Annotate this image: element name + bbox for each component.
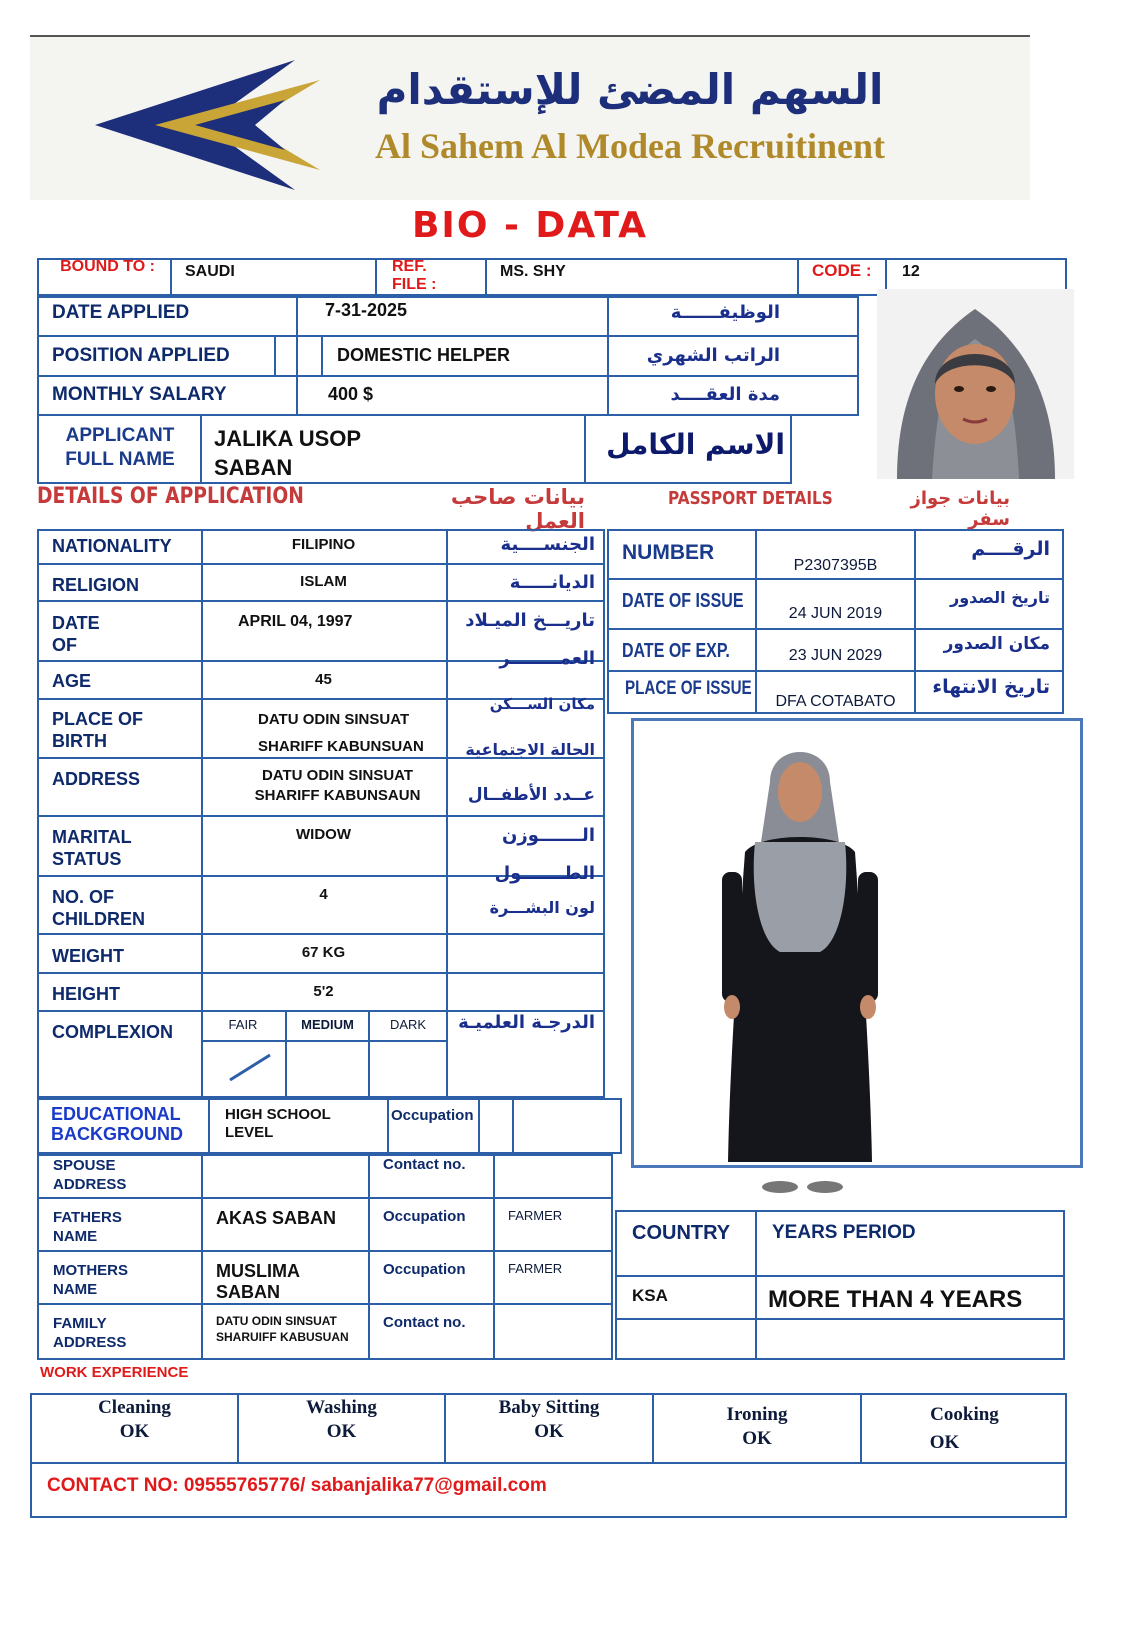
bound-to-label: BOUND TO : — [60, 258, 155, 275]
complexion-fair-label: FAIR — [228, 1017, 258, 1032]
company-name-english: Al Sahem Al Modea Recruitinent — [375, 126, 885, 166]
religion-label: RELIGION — [52, 575, 140, 595]
place-of-issue-value: DFA COTABATO — [775, 693, 896, 710]
complexion-arabic: الدرجـة العلميـة — [458, 1012, 595, 1033]
date-of-birth-label: DATE OF — [52, 613, 100, 655]
marital-status-label: MARITAL STATUS — [52, 827, 132, 869]
address-value: DATU ODIN SINSUAT SHARIFF KABUNSAUN — [254, 767, 421, 804]
place-of-issue-arabic: تاريخ الانتهاء — [932, 676, 1050, 698]
country-header: COUNTRY — [632, 1222, 731, 1244]
date-of-birth-value: APRIL 04, 1997 — [238, 613, 353, 630]
place-of-issue-label: PLACE OF ISSUE — [625, 678, 752, 699]
number-of-children-label: NO. OF CHILDREN — [52, 887, 145, 929]
fathers-occupation-label: Occupation — [383, 1208, 466, 1225]
code-label: CODE : — [812, 261, 872, 280]
fathers-occupation-value: FARMER — [508, 1208, 563, 1223]
education-occupation-label: Occupation — [391, 1107, 474, 1124]
number-of-children-value: 4 — [319, 886, 328, 903]
date-of-expiry-label: DATE OF EXP. — [622, 640, 730, 662]
experience-country-value: KSA — [632, 1286, 668, 1305]
bound-to-value: SAUDI — [185, 263, 235, 280]
date-of-issue-arabic: تاريخ الصدور — [950, 588, 1050, 607]
family-address-value: DATU ODIN SINSUAT SHARUIFF KABUSUAN — [216, 1314, 349, 1344]
age-arabic: العمــــــــر — [499, 648, 595, 669]
full-body-photo — [700, 722, 900, 1197]
position-applied-value: DOMESTIC HELPER — [337, 345, 511, 365]
headshot-photo — [877, 289, 1074, 479]
date-of-expiry-arabic: مكان الصدور — [943, 634, 1050, 654]
skill-baby-sitting-status: OK — [534, 1421, 564, 1442]
educational-background-label: EDUCATIONAL BACKGROUND — [51, 1104, 183, 1144]
skill-cleaning-name: Cleaning — [98, 1397, 171, 1418]
complexion-fair-check-mark — [225, 1050, 275, 1085]
ref-file-label: REF. FILE : — [392, 258, 437, 293]
mothers-name-value: MUSLIMA SABAN — [216, 1261, 300, 1302]
position-applied-label: POSITION APPLIED — [52, 345, 230, 366]
skill-cooking-name: Cooking — [930, 1404, 999, 1425]
date-of-birth-arabic: تاريـــخ الميـلاد — [465, 610, 595, 631]
years-period-header: YEARS PERIOD — [772, 1222, 916, 1243]
number-of-children-arabic: الـــــــوزن — [501, 825, 595, 846]
skill-cooking-status: OK — [929, 1432, 960, 1453]
religion-arabic: الديانـــــة — [509, 572, 595, 593]
passport-number-value: P2307395B — [793, 557, 878, 574]
age-label: AGE — [52, 671, 92, 691]
spouse-address-label: SPOUSE ADDRESS — [53, 1157, 127, 1193]
work-experience-title: WORK EXPERIENCE — [40, 1364, 189, 1381]
fathers-name-value: AKAS SABAN — [216, 1208, 337, 1228]
religion-value: ISLAM — [300, 573, 347, 590]
date-of-expiry-value: 23 JUN 2029 — [788, 647, 883, 664]
place-of-birth-value: DATU ODIN SINSUAT SHARIFF KABUNSUAN — [258, 711, 424, 755]
height-label: HEIGHT — [52, 984, 121, 1004]
applicant-full-name-label: APPLICANT FULL NAME — [65, 425, 175, 470]
date-applied-arabic: الوظيفــــــة — [670, 302, 780, 323]
experience-years-value: MORE THAN 4 YEARS — [768, 1286, 1023, 1313]
age-value: 45 — [315, 671, 332, 688]
address-label: ADDRESS — [52, 769, 141, 789]
contact-info: CONTACT NO: 09555765776/ sabanjalika77@gmail.com — [47, 1475, 547, 1496]
marital-status-value: WIDOW — [296, 826, 351, 843]
passport-details-title: PASSPORT DETAILS — [668, 488, 833, 509]
date-of-issue-value: 24 JUN 2019 — [788, 605, 883, 622]
family-address-label: FAMILY ADDRESS — [53, 1315, 127, 1351]
educational-background-value: HIGH SCHOOL LEVEL — [225, 1106, 331, 1141]
weight-arabic: الطـــــــول — [494, 863, 595, 884]
code-value: 12 — [902, 263, 920, 280]
weight-label: WEIGHT — [52, 946, 124, 966]
nationality-value: FILIPINO — [291, 536, 356, 553]
weight-value: 67 KG — [301, 944, 346, 961]
mothers-occupation-label: Occupation — [383, 1261, 466, 1278]
header-banner — [30, 35, 1030, 200]
complexion-medium-label: MEDIUM — [301, 1017, 354, 1032]
skill-cleaning-status: OK — [119, 1421, 150, 1442]
details-of-application-title: DETAILS OF APPLICATION — [37, 484, 304, 509]
fathers-name-label: FATHERS NAME — [53, 1209, 122, 1245]
nationality-arabic: الجنســــية — [500, 534, 595, 555]
passport-number-arabic: الرقــــم — [971, 538, 1050, 560]
place-of-birth-label: PLACE OF BIRTH — [52, 709, 144, 751]
passport-number-label: NUMBER — [622, 541, 715, 564]
skill-washing-name: Washing — [306, 1397, 377, 1418]
date-of-issue-label: DATE OF ISSUE — [622, 590, 744, 612]
date-applied-label: DATE APPLIED — [52, 302, 190, 323]
monthly-salary-value: 400 $ — [328, 384, 374, 404]
skill-ironing-status: OK — [742, 1428, 772, 1449]
date-applied-value: 7-31-2025 — [325, 300, 408, 320]
passport-details-arabic: بيانات جواز سفر — [910, 488, 1010, 530]
spouse-contact-label: Contact no. — [383, 1156, 466, 1173]
height-arabic: لون البشـــرة — [489, 898, 595, 917]
complexion-dark-label: DARK — [389, 1017, 427, 1032]
skill-washing-status: OK — [326, 1421, 357, 1442]
position-applied-arabic: الراتب الشهري — [646, 345, 780, 366]
applicant-full-name-value: JALIKA USOP SABAN — [214, 426, 361, 480]
employer-details-arabic: بيانات صاحب العمل — [450, 485, 585, 533]
address-arabic: الحالة الاجتماعية — [465, 740, 595, 759]
complexion-label: COMPLEXION — [52, 1022, 174, 1042]
applicant-full-name-arabic: الاسم الكامل — [606, 428, 785, 461]
monthly-salary-label: MONTHLY SALARY — [52, 384, 227, 405]
height-value: 5'2 — [313, 983, 334, 1000]
company-name-arabic: السهم المضئ للإستقدام — [376, 65, 884, 114]
mothers-occupation-value: FARMER — [508, 1261, 563, 1276]
place-of-birth-arabic: مكان الســـكن — [489, 695, 595, 713]
skill-ironing-name: Ironing — [726, 1404, 788, 1425]
marital-status-arabic: عــدد الأطفــال — [467, 785, 595, 805]
ref-file-value: MS. SHY — [500, 263, 566, 280]
family-contact-label: Contact no. — [383, 1314, 466, 1331]
monthly-salary-arabic: مدة العقــــد — [670, 384, 780, 405]
page-title: BIO - DATA — [411, 205, 649, 246]
skill-baby-sitting-name: Baby Sitting — [498, 1397, 600, 1418]
mothers-name-label: MOTHERS NAME — [53, 1262, 128, 1298]
nationality-label: NATIONALITY — [52, 536, 172, 556]
